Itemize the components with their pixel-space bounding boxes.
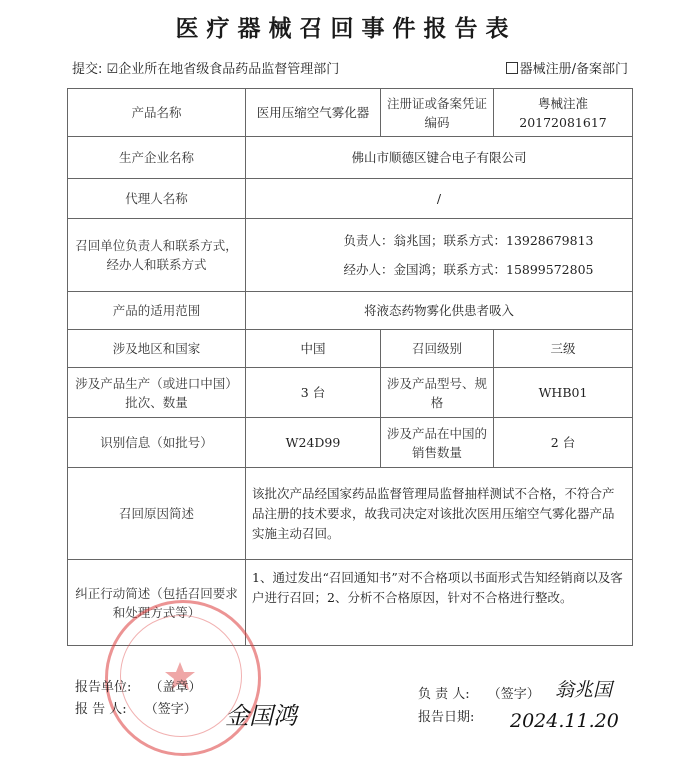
scope-value: 将液态药物雾化供患者吸入 [246,292,633,330]
contact-label: 召回单位负责人和联系方式，经办人和联系方式 [68,219,246,292]
checkbox-empty-icon [506,62,518,74]
sales-label: 涉及产品在中国的销售数量 [381,418,494,468]
batch-value: 3 台 [246,368,381,418]
recall-report-table [67,88,633,646]
responsible-line [418,683,540,702]
scope-label: 产品的适用范围 [68,292,246,330]
manufacturer-label: 生产企业名称 [68,137,246,179]
batch-label: 涉及产品生产（或进口中国）批次、数量 [68,368,246,418]
model-label: 涉及产品型号、规格 [381,368,494,418]
agent-label: 代理人名称 [68,179,246,219]
reporter-label: 报 告 人: [75,702,127,717]
region-value: 中国 [246,330,381,368]
reason-value: 该批次产品经国家药品监督管理局监督抽样测试不合格，不符合产品注册的技术要求，故我司决定对该批次医用压缩空气雾化器产品实施主动召回。 [246,468,633,560]
report-unit-value: （盖章） [149,680,202,695]
report-date-label: 报告日期: [418,710,475,725]
responsible-signature: 翁兆国 [555,679,613,701]
submit-line [72,58,339,77]
action-value: 1、通过发出“召回通知书”对不合格项以书面形式告知经销商以及客户进行召回；2、分析不合格原因，针对不合格进行整改。 [246,560,633,646]
action-label: 纠正行动简述（包括召回要求和处理方式等） [68,560,246,646]
reporter-signature: 金国鸿 [225,702,297,730]
reporter-line [75,698,197,717]
reason-label: 召回原因简述 [68,468,246,560]
product-name-value: 医用压缩空气雾化器 [246,89,381,137]
sales-value: 2 台 [494,418,633,468]
reporter-value: （签字） [144,702,197,717]
responsible-label: 负 责 人: [418,687,470,702]
id-label: 识别信息（如批号） [68,418,246,468]
submit-line-2 [506,58,628,77]
contact-handler: 经办人：金国鸿；联系方式：15899572805 [343,262,594,277]
report-date-handwritten: 2024.11.20 [510,710,619,732]
contact-value [246,219,633,292]
report-unit-label: 报告单位: [75,680,132,695]
responsible-value: （签字） [487,687,540,702]
id-value: W24D99 [246,418,381,468]
submit-option-provincial: 企业所在地省级食品药品监督管理部门 [118,62,340,77]
registration-value: 粤械注准 20172081617 [494,89,633,137]
recall-level-label: 召回级别 [381,330,494,368]
submit-option-registration: 器械注册/备案部门 [519,62,628,77]
document-title: 医疗器械召回事件报告表 [175,16,517,42]
manufacturer-value: 佛山市顺德区键合电子有限公司 [246,137,633,179]
recall-level-value: 三级 [494,330,633,368]
agent-value: / [246,179,633,219]
report-date-line [418,706,474,725]
checkbox-checked-icon: ☑ [106,62,119,77]
product-name-label: 产品名称 [68,89,246,137]
model-value: WHB01 [494,368,633,418]
contact-responsible: 负责人：翁兆国；联系方式：13928679813 [343,233,594,248]
submit-label: 提交: [72,62,103,77]
registration-label: 注册证或备案凭证编码 [381,89,494,137]
report-unit-line [75,676,202,695]
region-label: 涉及地区和国家 [68,330,246,368]
